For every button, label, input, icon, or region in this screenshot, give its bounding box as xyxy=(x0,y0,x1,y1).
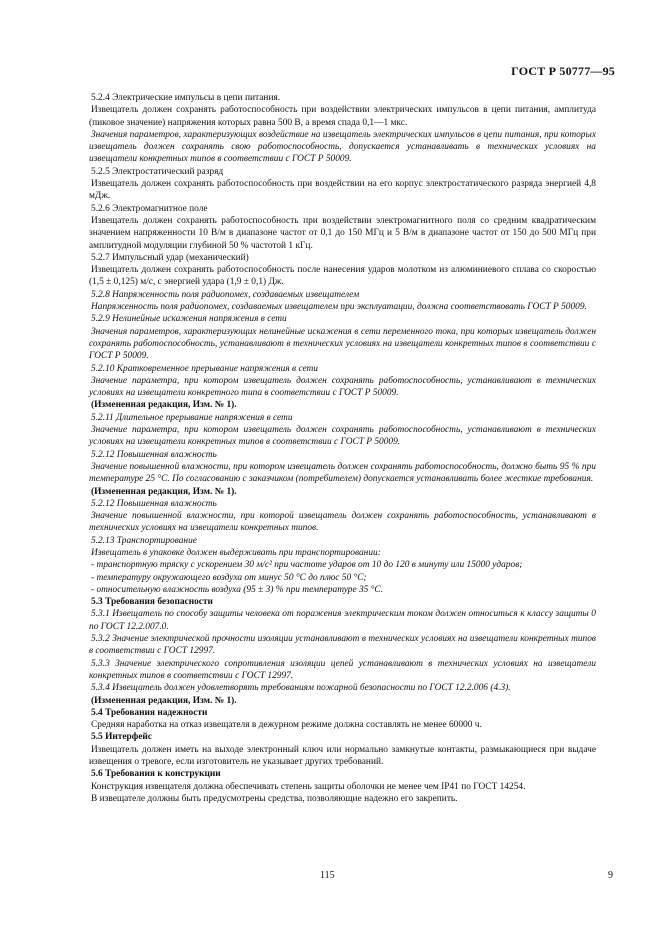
paragraph: Значение параметра, при котором извещатель должен сохранять работоспособность, устанавливают в технических условиях на извещатели конкретного типа в соответствии с ГОСТ Р 50009. xyxy=(89,375,596,399)
list-item: - температуру окружающего воздуха от минус 50 °С до плюс 50 °С; xyxy=(91,572,367,583)
paragraph: В извещателе должны быть предусмотрены средства, позволяющие надежно его закрепить. xyxy=(91,793,458,804)
paragraph: Извещатель должен сохранять работоспособность при воздействии электромагнитного поля со средним квадратическим значением напряженности 10 В/м в диапазоне частот от 0,1 до 150 МГц и 5 В/м в диапазоне частот от 150 до 500 МГц при амплитудной модуляции глубиной 50 % частотой 1 кГц. xyxy=(89,215,596,251)
paragraph: Значение повышенной влажности, при котором извещатель должен сохранять работоспособность, должно быть 95 % при температуре 25 °С. По согласованию с заказчиком (потребителем) допускается устанавливать более жесткие требования. xyxy=(89,461,596,485)
paragraph: 5.2.5 Электростатический разряд xyxy=(91,166,224,177)
paragraph: 5.2.13 Транспортирование xyxy=(91,535,197,546)
paragraph: 5.2.12 Повышенная влажность xyxy=(91,498,217,509)
paragraph: 5.3.4 Извещатель должен удовлетворять требованиям пожарной безопасности по ГОСТ 12.2.006 (4.3). xyxy=(91,683,511,694)
page-number: 9 xyxy=(608,870,613,881)
paragraph: Значения параметров, характеризующих нелинейные искажения в сети переменного тока, при которых извещатель должен сохранять работоспособность, устанавливают в технических условиях на извещатели конкретных типов в соответствии с ГОСТ Р 50009. xyxy=(89,326,596,362)
paragraph: Извещатель должен сохранять работоспособность при воздействии электрических импульсов в цепи питания, амплитуда (пиковое значение) напряжения которых равна 500 В, а время спада 0,1—1 мкс. xyxy=(89,105,596,128)
document-header: ГОСТ Р 50777—95 xyxy=(511,64,615,78)
section-heading: 5.3 Требования безопасности xyxy=(91,597,213,608)
paragraph: Средняя наработка на отказ извещателя в дежурном режиме должна составлять не менее 60000 ч. xyxy=(91,720,482,731)
paragraph: 5.2.10 Кратковременное прерывание напряжения в сети xyxy=(91,363,318,374)
paragraph: 5.2.6 Электромагнитное поле xyxy=(91,203,208,214)
amendment-note: (Измененная редакция, Изм. № 1). xyxy=(91,695,237,706)
paragraph: Значения параметров, характеризующих воздействие на извещатель электрических импульсов в цепи питания, при которых извещатель должен сохранять свою работоспособность, допускается устанавливать в технических условиях на извещатели конкретных типов в соответствии с ГОСТ Р 50009. xyxy=(89,129,596,165)
paragraph: 5.3.3 Значение электрического сопротивления изоляции цепей устанавливают в технических условиях на извещатели конкретных типов в соответствии с ГОСТ 12997. xyxy=(89,658,596,681)
section-heading: 5.4 Требования надежности xyxy=(91,707,208,718)
paragraph: 5.2.7 Импульсный удар (механический) xyxy=(91,252,249,263)
section-heading: 5.5 Интерфейс xyxy=(91,732,152,743)
section-heading: 5.6 Требования к конструкции xyxy=(91,769,221,780)
paragraph: Напряженность поля радиопомех, создаваемых извещателем при эксплуатации, должна соответствовать ГОСТ Р 50009. xyxy=(91,302,587,313)
paragraph: 5.2.9 Нелинейные искажения напряжения в сети xyxy=(91,314,287,325)
amendment-note: (Измененная редакция, Изм. № 1). xyxy=(91,486,237,497)
amendment-note: (Измененная редакция, Изм. № 1). xyxy=(91,400,237,411)
paragraph: 5.3.1 Извещатель по способу защиты человека от поражения электрическим током должен относиться к классу защиты 0 по ГОСТ 12.2.007.0. xyxy=(89,609,596,632)
paragraph: 5.3.2 Значение электрической прочности изоляции устанавливают в технических условиях на извещатели конкретных типов в соответствии с ГОСТ 12997. xyxy=(89,634,596,657)
paragraph: Значение параметра, при котором извещатель должен сохранять работоспособность, устанавливают в технических условиях на извещатели конкретных типов в соответствии с ГОСТ Р 50009. xyxy=(89,425,596,448)
list-item: - относительную влажность воздуха (95 ± 3) % при температуре 35 °С. xyxy=(91,584,384,595)
paragraph: Извещатель должен иметь на выходе электронный ключ или нормально замкнутые контакты, размыкающиеся при выдаче извещения о тревоге, если изготовитель не указывает других требований. xyxy=(89,744,596,768)
paragraph: 5.2.11 Длительное прерывание напряжения в сети xyxy=(91,412,293,423)
paragraph: 5.2.8 Напряженность поля радиопомех, создаваемых извещателем xyxy=(91,289,360,300)
paragraph: Конструкция извещателя должна обеспечивать степень защиты оболочки не менее чем IP41 по ГОСТ 14254. xyxy=(91,781,526,792)
paragraph: 5.2.12 Повышенная влажность xyxy=(91,449,217,460)
document-body xyxy=(89,92,596,805)
paragraph: Извещатель должен сохранять работоспособность после нанесения ударов молотком из алюминиевого сплава со скоростью (1,5 ± 0,125) м/с, с энергией удара (1,9 ± 0,1) Дж. xyxy=(89,265,596,288)
list-item: - транспортную тряску с ускорением 30 м/с² при частоте ударов от 10 до 120 в минуту или 15000 ударов; xyxy=(91,560,523,571)
paragraph: Значение повышенной влажности, при которой извещатель должен сохранять работоспособность, устанавливают в технических условиях на извещатели конкретных типов. xyxy=(89,511,596,534)
paragraph: Извещатель должен сохранять работоспособность при воздействии на его корпус электростатического разряда энергией 4,8 мДж. xyxy=(89,179,596,202)
paragraph: 5.2.4 Электрические импульсы в цепи питания. xyxy=(91,93,281,103)
paragraph: Извещатель в упаковке должен выдерживать при транспортировании: xyxy=(91,547,381,558)
sheet-number: 115 xyxy=(320,870,335,881)
